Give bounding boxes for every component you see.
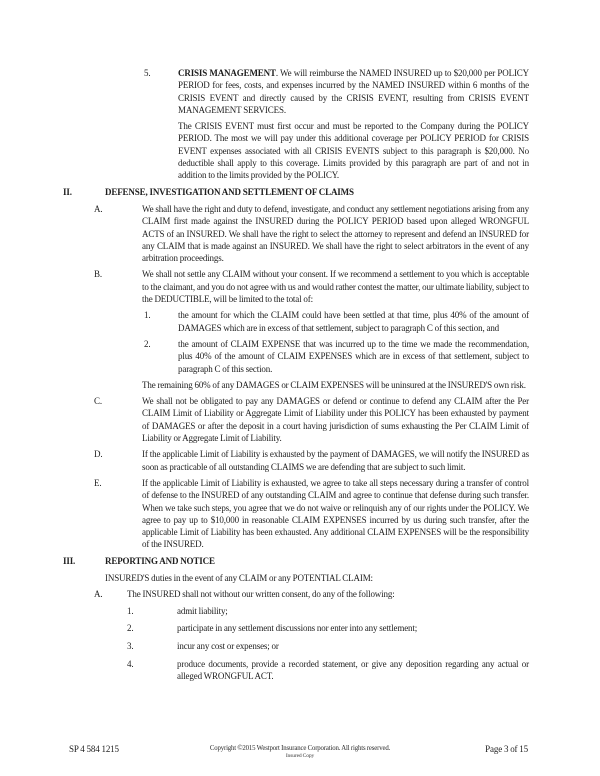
item-label: B. — [94, 269, 102, 280]
item-label: 2. — [127, 623, 134, 634]
item-label: III. — [63, 555, 76, 566]
item-label: 2. — [144, 338, 151, 349]
item-label: D. — [94, 449, 103, 460]
section-heading: II. DEFENSE, INVESTIGATION AND SETTLEMENT OF CLAIMS — [63, 186, 354, 197]
item-label: II. — [63, 186, 72, 197]
item-label: 3. — [127, 641, 134, 652]
lettered-item: B. We shall not settle any CLAIM without your consent. If we recommend a settlement to you which is acceptable to the claimant, and you do not agree with us and would rather contest the matter, our ultimate liability, subject to the DEDUCTIBLE, will be limited to the total of: — [94, 269, 529, 305]
item-label: A. — [94, 589, 103, 600]
item-label: E. — [94, 477, 102, 488]
paragraph: The remaining 60% of any DAMAGES or CLAIM EXPENSES will be uninsured at the INSURED'S own risk. — [142, 379, 526, 390]
lettered-item: C. We shall not be obligated to pay any DAMAGES or defend or continue to defend any CLAIM after the Per CLAIM Limit of Liability or Aggregate Limit of Liability under this POLICY has been exhausted by payment of DAMAGES or after the deposit in a court having jurisdiction of sums exhausting the Per CLAIM Limit of Liability or Aggregate Limit of Liability. — [94, 396, 529, 444]
item-label: 4. — [127, 658, 134, 669]
document-content — [0, 67, 600, 688]
item-label: 1. — [127, 605, 134, 616]
page-number: Page 3 of 15 — [485, 744, 528, 754]
section-heading: III. REPORTING AND NOTICE — [63, 555, 215, 566]
lettered-item: D. If the applicable Limit of Liability is exhausted by the payment of DAMAGES, we will notify the INSURED as soon as practicable of all outstanding CLAIMS we are defending that are subject to such limit. — [94, 449, 529, 472]
numbered-item: 3. incur any cost or expenses; or — [127, 641, 279, 652]
bold-lead: CRISIS MANAGEMENT — [178, 68, 276, 78]
paragraph: The CRISIS EVENT must first occur and must be reported to the Company during the POLICY PERIOD. The most we will pay under this additional coverage per POLICY PERIOD for CRISIS EVENT expenses associated with all CRISIS EVENTS subject to this paragraph is $20,000. No deductible shall apply to this coverage. Limits provided by this paragraph are part of and not in addition to the limits provided by the POLICY. — [178, 121, 529, 181]
numbered-item: 1. admit liability; — [127, 605, 228, 616]
numbered-item: 4. produce documents, provide a recorded statement, or give any deposition regarding any actual or alleged WRONGFUL ACT. — [127, 658, 529, 682]
item-label: 1. — [144, 310, 151, 321]
form-number: SP 4 584 1215 — [69, 744, 119, 754]
item-label: A. — [94, 203, 103, 214]
numbered-item: 5. CRISIS MANAGEMENT. We will reimburse the NAMED INSURED up to $20,000 per POLICY PERIOD for fees, costs, and expenses incurred by the NAMED INSURED within 6 months of the CRISIS EVENT and directly caused by the CRISIS EVENT, resulting from CRISIS EVENT MANAGEMENT SERVICES. — [144, 68, 529, 115]
item-label: 5. — [144, 68, 151, 78]
numbered-item: 2. the amount of CLAIM EXPENSE that was incurred up to the time we made the recommendation, plus 40% of the amount of CLAIM EXPENSES which are in excess of that settlement, subject to paragraph C of this section. — [144, 338, 529, 374]
numbered-item: 2. participate in any settlement discussions nor enter into any settlement; — [127, 623, 418, 634]
insured-copy-watermark: Insured Copy — [285, 752, 315, 759]
lettered-item: A. We shall have the right and duty to defend, investigate, and conduct any settlement negotiations arising from any CLAIM first made against the INSURED during the POLICY PERIOD based upon alleged WRONGFUL ACTS of an INSURED. We shall have the right to select the attorney to represent and defend an INSURED for any CLAIM that is made against an INSURED. We shall have the right to select arbitrators in the event of any arbitration proceedings. — [94, 203, 529, 264]
numbered-item: 1. the amount for which the CLAIM could have been settled at that time, plus 40% of the amount of DAMAGES which are in excess of that settlement, subject to paragraph C of this section, and — [144, 310, 529, 333]
lettered-item: E. If the applicable Limit of Liability is exhausted, we agree to take all steps necessary during a transfer of control of defense to the INSURED of any outstanding CLAIM and agree to continue that defense during such transfer. When we take such steps, you agree that we do not waive or relinquish any of our rights under the POLICY. We agree to pay up to $10,000 in reasonable CLAIM EXPENSES incurred by us during such transfer, after the applicable Limit of Liability has been exhausted. Any additional CLAIM EXPENSES will be the responsibility of the INSURED. — [94, 477, 529, 550]
paragraph: INSURED'S duties in the event of any CLAIM or any POTENTIAL CLAIM: — [105, 572, 373, 583]
lettered-item: A. The INSURED shall not without our written consent, do any of the following: — [94, 589, 395, 600]
copyright-notice: Copyright ©2015 Westport Insurance Corporation. All rights reserved. — [209, 745, 391, 752]
item-label: C. — [94, 396, 102, 407]
